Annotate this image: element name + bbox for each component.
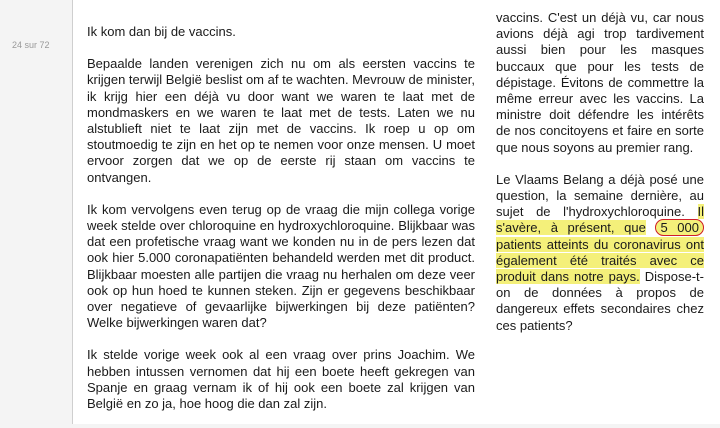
highlighted-text: Il s'avère, à présent, que (496, 204, 704, 236)
text-segment: Le Vlaams Belang a déjà posé une question, la semaine dernière, au sujet de l'hydroxychloroquine. (496, 171, 704, 220)
paragraph: vaccins. C'est un déjà vu, car nous avions déjà agi trop tardivement aussi bien pour les masques buccaux que pour les tests de dépistage. Évitons de commettre la même erreur avec les vaccins. La ministre doit défendre les intérêts de nos concitoyens et faire en sorte que nous soyons au premier rang. (496, 10, 704, 155)
paragraph: Bepaalde landen verenigen zich nu om als eersten vaccins te krijgen terwijl België beslist om af te wachten. Mevrouw de minister, ik krijg hier een déjà vu door want we waren te laat met de mondmaskers en we waren te laat met de tests. Laten we nu alstublieft niet te laat zijn met de vaccins. Ik roep u op om stoutmoedig te zijn en het op te nemen voor onze mensen. U moet ervoor zorgen dat we op de eerste rij staan om vaccins te ontvangen. (87, 56, 475, 185)
dutch-column (87, 24, 475, 428)
french-column (496, 10, 704, 350)
page-counter: 24 sur 72 (12, 40, 50, 50)
circled-number: 5 000 (655, 219, 704, 236)
paragraph (496, 172, 704, 334)
document-page (73, 0, 720, 424)
highlighted-text: patients atteints du coronavirus ont également été traités avec ce produit dans notre pays. (496, 236, 704, 285)
paragraph: Ik kom dan bij de vaccins. (87, 24, 236, 39)
paragraph: Ik kom vervolgens even terug op de vraag die mijn collega vorige week stelde over chloroquine en hydroxychloroquine. Blijkbaar was dat een profetische vraag want we konden nu in de pers lezen dat ook hier 5.000 coronapatiënten behandeld werden met dit product. Blijkbaar moesten alle partijen die vraag nu herhalen om deze veer ook op hun hoed te kunnen steken. Zijn er gegevens beschikbaar over negatieve of gevaarlijke bijwerkingen bij deze patiënten? Welke bijwerkingen waren dat? (87, 201, 475, 331)
paragraph: Ik stelde vorige week ook al een vraag over prins Joachim. We hebben intussen vernomen dat hij een boete heeft gekregen van Spanje en graag vernam ik of hij ook een boete zal krijgen van België en zo ja, hoe hoog die dan zal zijn. (87, 347, 475, 412)
text-segment: Dispose-t-on de données à propos de dangereux effets secondaires chez ces patients? (496, 269, 704, 333)
